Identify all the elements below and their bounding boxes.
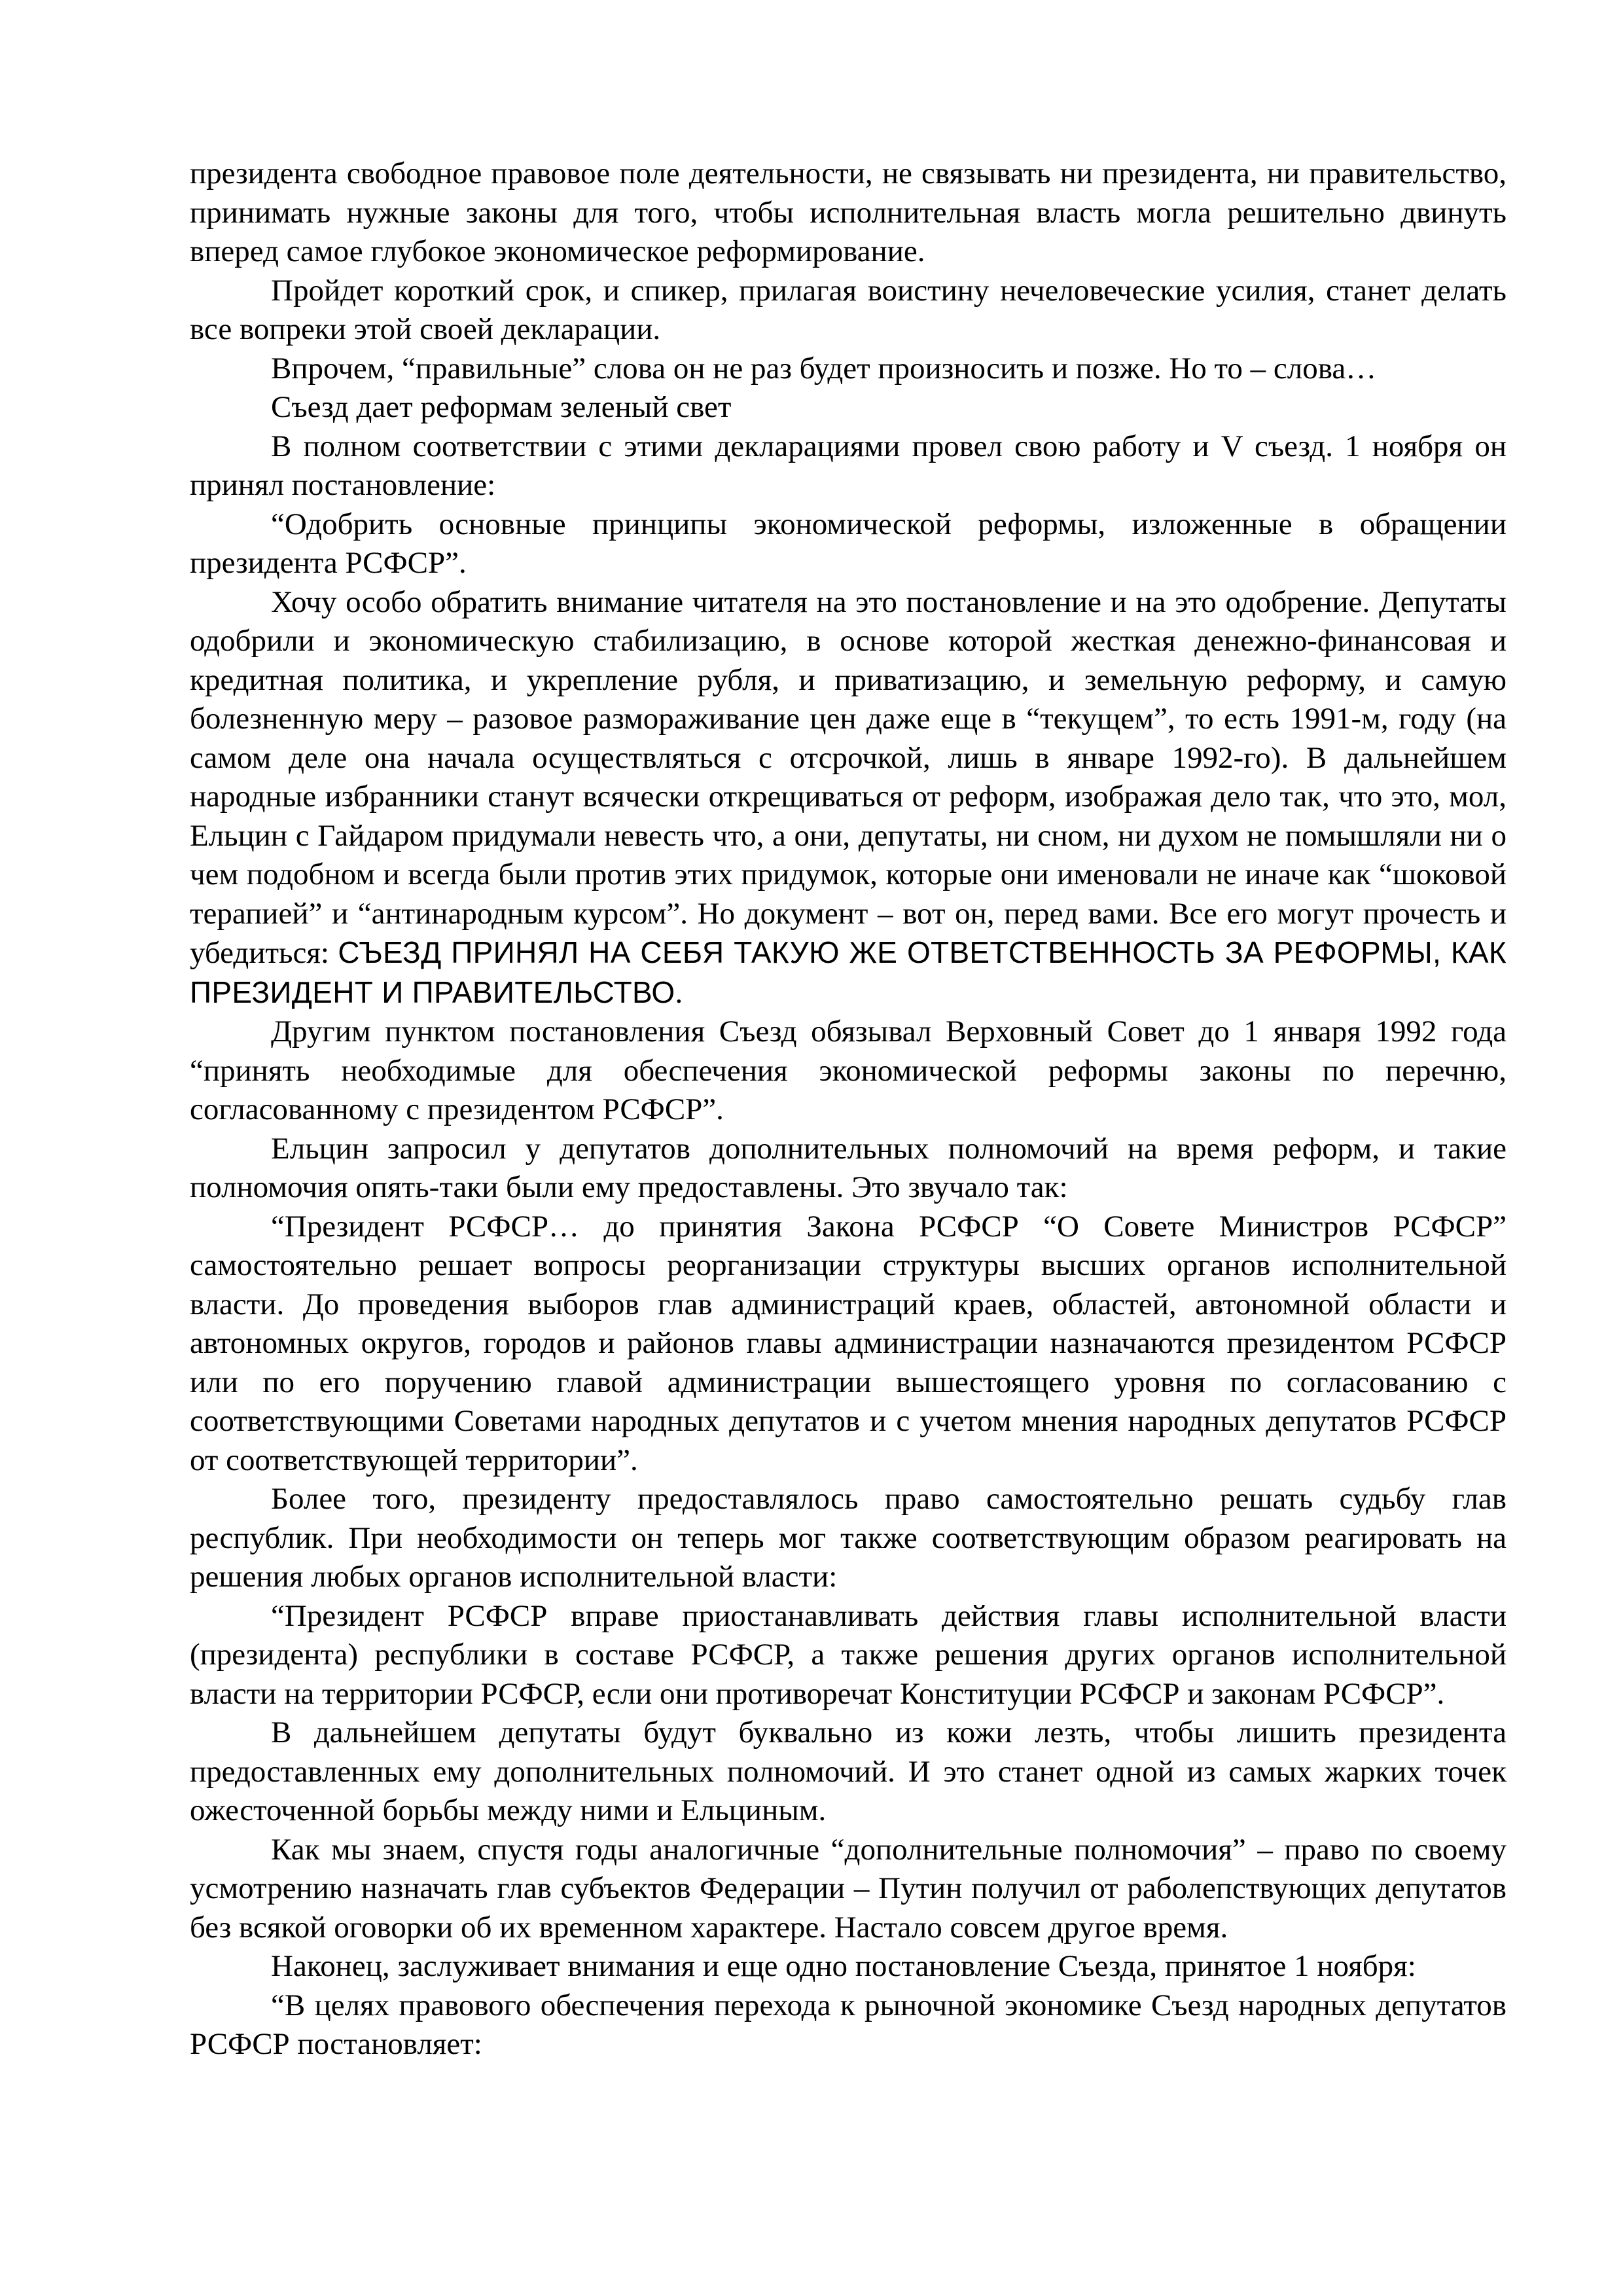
emphasis-text: СЪЕЗД ПРИНЯЛ НА СЕБЯ ТАКУЮ ЖЕ ОТВЕТСТВЕННОСТЬ ЗА РЕФОРМЫ, КАК ПРЕЗИДЕНТ И ПРАВИТЕЛЬСТВО <box>190 935 1507 1009</box>
paragraph-7 <box>190 583 1507 1013</box>
paragraph-10: “Президент РСФСР… до принятия Закона РСФСР “О Совете Министров РСФСР” самостоятельно решает вопросы реорганизации структуры высших органов исполнительной власти. До проведения выборов глав администраций краев, областей, автономной области и автономных округов, городов и районов главы администрации назначаются президентом РСФСР или по его поручению главой администрации вышестоящего уровня по согласованию с соответствующими Советами народных депутатов и с учетом мнения народных депутатов РСФСР от соответствующей территории”. <box>190 1209 1507 1477</box>
paragraph-14: Как мы знаем, спустя годы аналогичные “дополнительные полномочия” – право по своему усмотрению назначать глав субъектов Федерации – Путин получил от раболепствующих депутатов без всякой оговорки об их временном характере. Настало совсем другое время. <box>190 1832 1507 1945</box>
paragraph-5: В полном соответствии с этими декларациями провел свою работу и V съезд. 1 ноября он принял постановление: <box>190 429 1507 502</box>
paragraph-6: “Одобрить основные принципы экономической реформы, изложенные в обращении президента РСФСР”. <box>190 507 1507 580</box>
section-heading: Съезд дает реформам зеленый свет <box>271 390 732 424</box>
paragraph-15: Наконец, заслуживает внимания и еще одно постановление Съезда, принятое 1 ноября: <box>271 1949 1416 1983</box>
paragraph-2: Пройдет короткий срок, и спикер, прилагая воистину нечеловеческие усилия, станет делать все вопреки этой своей декларации. <box>190 273 1507 346</box>
document-page <box>190 154 1507 2064</box>
paragraph-16: “В целях правового обеспечения перехода к рыночной экономике Съезд народных депутатов РСФСР постановляет: <box>190 1988 1507 2061</box>
paragraph-1: президента свободное правовое поле деятельности, не связывать ни президента, ни правительство, принимать нужные законы для того, чтобы исполнительная власть могла решительно двинуть вперед самое глубокое экономическое реформирование. <box>190 156 1507 268</box>
paragraph-9: Ельцин запросил у депутатов дополнительных полномочий на время реформ, и такие полномочия опять-таки были ему предоставлены. Это звучало так: <box>190 1131 1507 1204</box>
paragraph-8: Другим пунктом постановления Съезд обязывал Верховный Совет до 1 января 1992 года “принять необходимые для обеспечения экономической реформы законы по перечню, согласованному с президентом РСФСР”. <box>190 1014 1507 1126</box>
emphasis-period: . <box>675 975 683 1010</box>
paragraph-11: Более того, президенту предоставлялось право самостоятельно решать судьбу глав республик. При необходимости он теперь мог также соответствующим образом реагировать на решения любых органов исполнительной власти: <box>190 1482 1507 1594</box>
paragraph-7-text: Хочу особо обратить внимание читателя на это постановление и на это одобрение. Депутаты одобрили и экономическую стабилизацию, в основе которой жесткая денежно-финансовая и кредитная политика, и укрепление рубля, и приватизацию, и земельную реформу, и самую болезненную меру – разовое размораживание цен даже еще в “текущем”, то есть 1991-м, году (на самом деле она начала осуществляться с отсрочкой, лишь в январе 1992-го). В дальнейшем народные избранники станут всячески открещиваться от реформ, изображая дело так, что это, мол, Ельцин с Гайдаром придумали невесть что, а они, депутаты, ни сном, ни духом не помышляли ни о чем подобном и всегда были против этих придумок, которые они именовали не иначе как “шоковой терапией” и “антинародным курсом”. Но документ – вот он, перед вами. Все его могут прочесть и убедиться: <box>190 584 1507 970</box>
paragraph-12: “Президент РСФСР вправе приостанавливать действия главы исполнительной власти (президента) республики в составе РСФСР, а также решения других органов исполнительной власти на территории РСФСР, если они противоречат Конституции РСФСР и законам РСФСР”. <box>190 1598 1507 1711</box>
paragraph-3: Впрочем, “правильные” слова он не раз будет произносить и позже. Но то – слова… <box>271 351 1377 386</box>
paragraph-13: В дальнейшем депутаты будут буквально из кожи лезть, чтобы лишить президента предоставленных ему дополнительных полномочий. И это станет одной из самых жарких точек ожесточенной борьбы между ними и Ельциным. <box>190 1715 1507 1827</box>
